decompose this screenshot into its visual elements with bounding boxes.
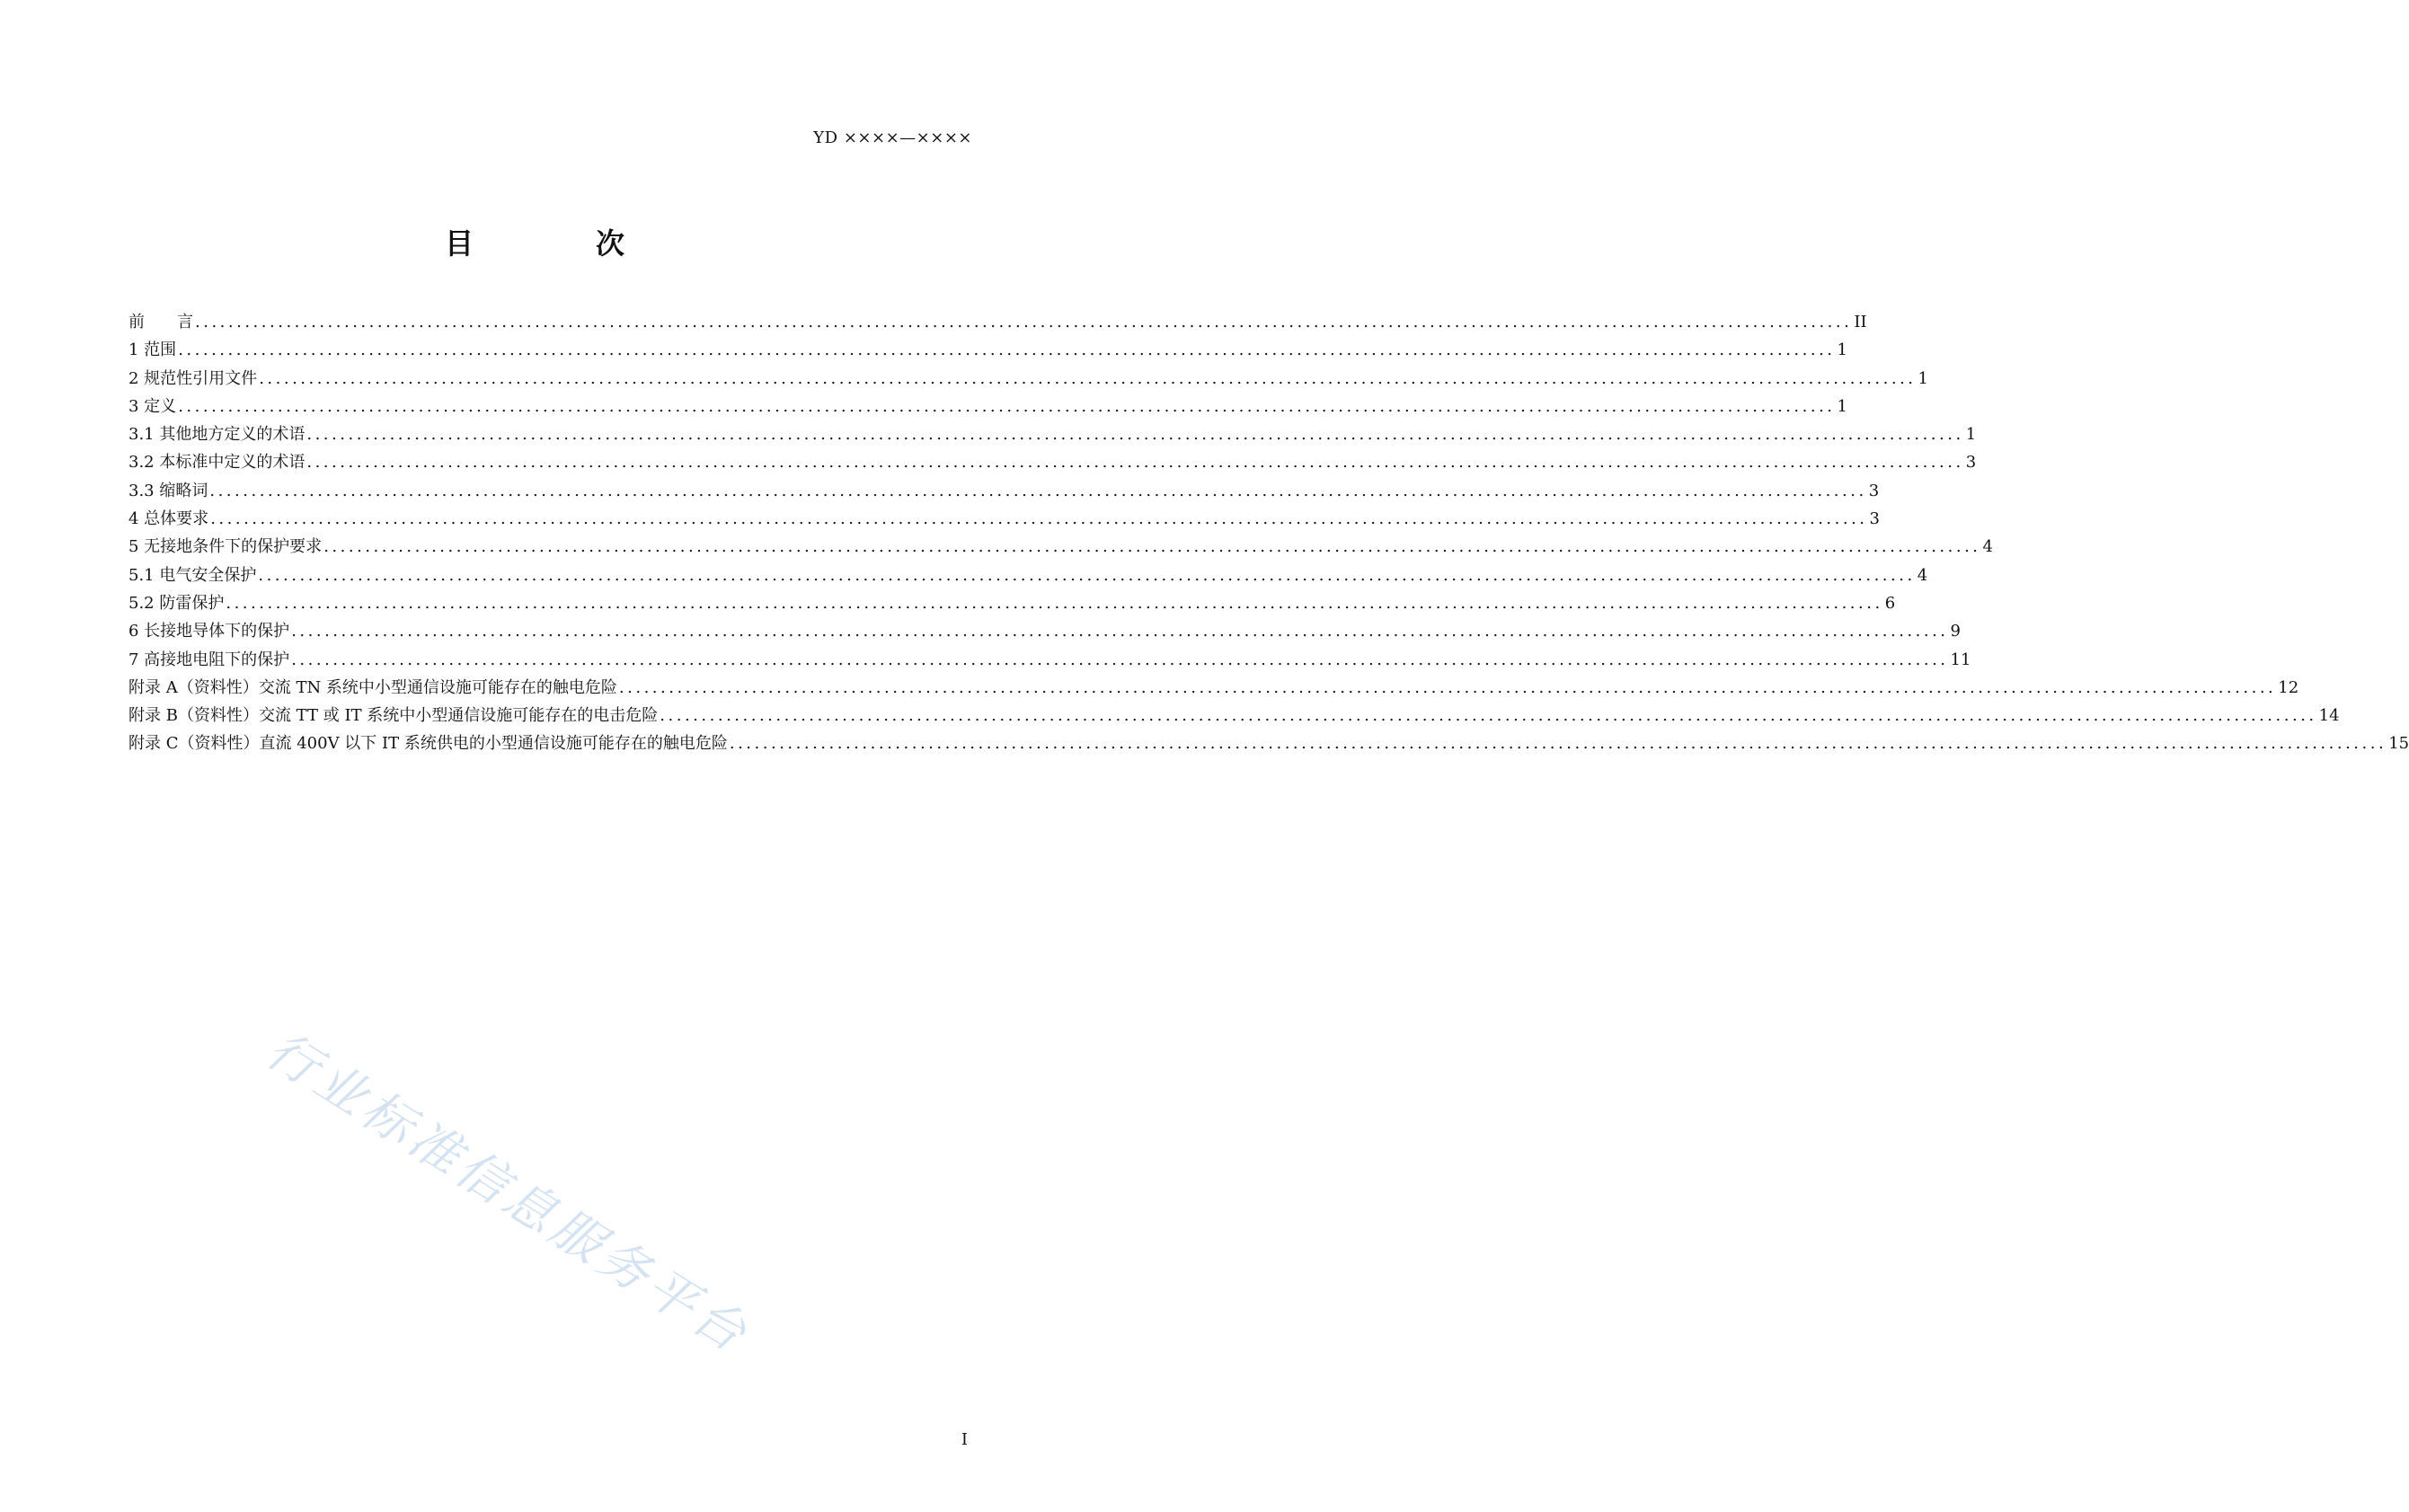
toc-entry-page: 15: [2388, 734, 2409, 754]
toc-entry-page: 9: [1950, 622, 1961, 641]
toc-entry-label: 2 规范性引用文件: [128, 368, 258, 388]
toc-entry-label: 3.3 缩略词: [128, 481, 208, 500]
toc-entry-label: 3.2 本标准中定义的术语: [128, 453, 306, 473]
toc-entry-page: 3: [1869, 509, 1880, 529]
toc-leader-dots: ........................................................................................................................................................................................................: [178, 340, 1836, 360]
toc-entry-page: II: [1854, 313, 1867, 332]
toc-entry-page: 12: [2278, 677, 2299, 697]
toc-entry-label: 附录 C（资料性）直流 400V 以下 IT 系统供电的小型通信设施可能存在的触电危险: [128, 734, 728, 754]
toc-entry-label: 5.1 电气安全保护: [128, 565, 257, 585]
toc-leader-dots: ........................................................................................................................................................................................................: [323, 537, 1981, 557]
toc-entry-page: 1: [1837, 396, 1847, 416]
toc-entry-page: 6: [1884, 593, 1896, 613]
toc-entry-page: 1: [1917, 368, 1928, 388]
toc-leader-dots: ........................................................................................................................................................................................................: [195, 313, 1853, 332]
toc-leader-dots: ........................................................................................................................................................................................................: [729, 734, 2387, 754]
page-number: I: [961, 1430, 968, 1449]
standard-code: YD ××××—××××: [813, 128, 972, 147]
toc-entry[interactable]: [128, 393, 1847, 420]
toc-leader-dots: ........................................................................................................................................................................................................: [209, 481, 1867, 500]
toc-entry-label: 5 无接地条件下的保护要求: [128, 537, 323, 557]
toc-entry[interactable]: [128, 505, 1880, 533]
toc-entry-label: 7 高接地电阻下的保护: [128, 650, 290, 669]
toc-leader-dots: ........................................................................................................................................................................................................: [306, 453, 1964, 473]
toc-entry-label: 3.1 其他地方定义的术语: [128, 425, 306, 445]
toc-leader-dots: ........................................................................................................................................................................................................: [618, 677, 2277, 697]
toc-entry-label: 附录 B（资料性）交流 TT 或 IT 系统中小型通信设施可能存在的电击危险: [128, 706, 659, 726]
toc-entry[interactable]: [128, 477, 1880, 505]
toc-entry[interactable]: [128, 420, 1977, 448]
toc-leader-dots: ........................................................................................................................................................................................................: [210, 509, 1868, 529]
toc-entry-page: 4: [1982, 537, 1993, 557]
toc-entry[interactable]: [128, 646, 1971, 674]
toc-entry[interactable]: [128, 561, 1928, 589]
toc-entry-label: 6 长接地导体下的保护: [128, 622, 290, 641]
toc-entry-label: 3 定义: [128, 396, 177, 416]
toc-leader-dots: ........................................................................................................................................................................................................: [226, 593, 1883, 613]
toc-leader-dots: ........................................................................................................................................................................................................: [291, 650, 1949, 669]
toc-entry[interactable]: [128, 617, 1961, 645]
toc-entry-page: 3: [1965, 453, 1977, 473]
toc-entry-label: 4 总体要求: [128, 509, 209, 529]
toc-entry[interactable]: [128, 729, 2409, 757]
toc-leader-dots: ........................................................................................................................................................................................................: [258, 565, 1916, 585]
toc-leader-dots: ........................................................................................................................................................................................................: [178, 396, 1836, 416]
toc-leader-dots: ........................................................................................................................................................................................................: [660, 706, 2317, 726]
toc-entry-page: 11: [1950, 650, 1971, 669]
toc-entry-label: 前 言: [128, 313, 193, 332]
toc-leader-dots: ........................................................................................................................................................................................................: [291, 622, 1949, 641]
watermark: 行业标准信息服务平台: [256, 1021, 760, 1366]
toc-entry-label: 5.2 防雷保护: [128, 593, 225, 613]
toc-leader-dots: ........................................................................................................................................................................................................: [259, 368, 1917, 388]
toc-entry-label: 1 范围: [128, 340, 177, 360]
toc-entry-label: 附录 A（资料性）交流 TN 系统中小型通信设施可能存在的触电危险: [128, 677, 617, 697]
toc-entry-page: 3: [1868, 481, 1880, 500]
toc-entry-page: 14: [2318, 706, 2340, 726]
toc-entry-page: 1: [1965, 425, 1977, 445]
table-of-contents: [128, 308, 2409, 758]
toc-entry-page: 4: [1917, 565, 1928, 585]
toc-entry[interactable]: [128, 533, 1993, 561]
toc-entry-page: 1: [1837, 340, 1847, 360]
toc-entry[interactable]: [128, 589, 1896, 617]
toc-entry[interactable]: [128, 448, 1977, 476]
toc-entry[interactable]: [128, 308, 1867, 336]
toc-leader-dots: ........................................................................................................................................................................................................: [306, 425, 1964, 445]
toc-entry[interactable]: [128, 365, 1928, 393]
toc-entry[interactable]: [128, 336, 1847, 364]
page-title: 目 次: [444, 226, 671, 261]
toc-entry[interactable]: [128, 702, 2340, 729]
toc-entry[interactable]: [128, 674, 2299, 702]
